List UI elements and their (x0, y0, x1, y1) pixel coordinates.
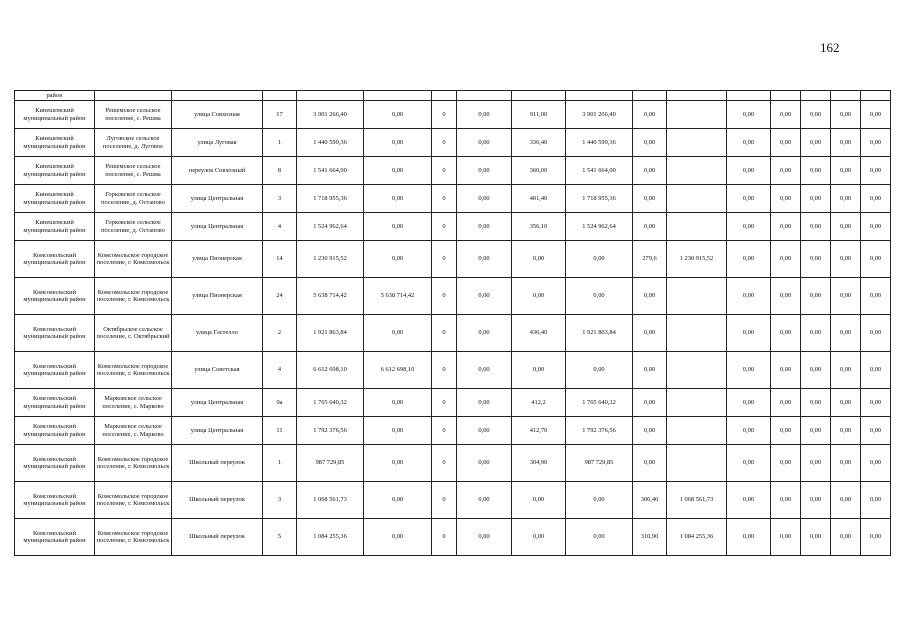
table-cell (667, 185, 727, 213)
table-cell: 1 541 664,00 (297, 157, 364, 185)
table-cell: 3 901 266,40 (566, 101, 633, 129)
table-row-continuation (15, 91, 891, 101)
table-cell: 0 (432, 241, 457, 278)
table-cell: 0 (432, 519, 457, 556)
table-cell: улица Луговая (172, 129, 263, 157)
table-cell: Комсомольский муниципальный район (15, 315, 95, 352)
table-cell: 0,00 (727, 417, 771, 445)
table-cell: 0,00 (364, 417, 432, 445)
table-cell: 1 921 863,84 (297, 315, 364, 352)
table-cell: 1 068 561,73 (667, 482, 727, 519)
table-cell: 1 084 255,36 (297, 519, 364, 556)
table-cell: 0,00 (831, 519, 861, 556)
table-cell: Кинешемский муниципальный район (15, 129, 95, 157)
table-cell: 0 (432, 213, 457, 241)
table-cell: 3 901 266,40 (297, 101, 364, 129)
table-cell: 1 440 599,36 (297, 129, 364, 157)
table-cell: 0 (432, 352, 457, 389)
table-cell: 0,00 (566, 482, 633, 519)
table-cell: 0,00 (861, 482, 891, 519)
table-cell: 0,00 (727, 213, 771, 241)
table-cell (633, 91, 667, 101)
table-cell: улица Советская (172, 352, 263, 389)
table-cell: 0,00 (727, 157, 771, 185)
table-cell: Комсомольский муниципальный район (15, 389, 95, 417)
table-cell: 0,00 (457, 129, 512, 157)
table-cell: 0,00 (364, 213, 432, 241)
table-cell: 0,00 (771, 482, 801, 519)
table-cell: 0 (432, 315, 457, 352)
table-cell: 0,00 (727, 482, 771, 519)
table-cell: 0,00 (633, 278, 667, 315)
table-cell: 0,00 (801, 241, 831, 278)
table-cell: Комсомольский муниципальный район (15, 519, 95, 556)
table-cell (297, 91, 364, 101)
table-cell: 310,90 (633, 519, 667, 556)
table-cell: 0,00 (727, 389, 771, 417)
table-cell: 436,40 (512, 315, 566, 352)
table-cell: 306,40 (633, 482, 667, 519)
table-cell: 0,00 (771, 213, 801, 241)
table-cell: 0,00 (861, 315, 891, 352)
table-cell: Комсомольский муниципальный район (15, 352, 95, 389)
table-row (15, 241, 891, 278)
table-cell: 0 (432, 445, 457, 482)
table-cell (667, 278, 727, 315)
table-row (15, 101, 891, 129)
table-cell: Кинешемский муниципальный район (15, 213, 95, 241)
table-cell: 0,00 (457, 482, 512, 519)
table-cell: 0,00 (457, 185, 512, 213)
table-row (15, 213, 891, 241)
table-cell (172, 91, 263, 101)
table-cell: 0,00 (801, 315, 831, 352)
table-cell: 0 (432, 482, 457, 519)
table-cell: 0 (432, 185, 457, 213)
table-cell: 0,00 (457, 417, 512, 445)
table-cell: Горковское сельское поселение, д. Остапово (95, 213, 172, 241)
table-cell: 0,00 (771, 157, 801, 185)
table-row (15, 157, 891, 185)
table-cell: 0,00 (831, 389, 861, 417)
table-cell: 1 765 640,32 (297, 389, 364, 417)
table-row (15, 315, 891, 352)
table-cell: 0,00 (831, 185, 861, 213)
table-cell: 0,00 (727, 445, 771, 482)
table-cell: 17 (263, 101, 297, 129)
table-cell: 0,00 (831, 101, 861, 129)
table-cell: 1 718 955,36 (566, 185, 633, 213)
table-cell: улица Центральная (172, 213, 263, 241)
table-cell (432, 91, 457, 101)
table-cell: улица Гастелло (172, 315, 263, 352)
table-cell: 0,00 (831, 157, 861, 185)
table-cell: 0,00 (566, 241, 633, 278)
table-cell: 0,00 (801, 185, 831, 213)
table-cell: 0,00 (831, 482, 861, 519)
table-cell: 3 (263, 482, 297, 519)
table-cell (727, 91, 771, 101)
table-cell: Комсомольское городское поселение, г. Комсомольск (95, 482, 172, 519)
table-cell: Решемское сельское поселение, с. Решма (95, 157, 172, 185)
table-cell: 5 638 714,42 (364, 278, 432, 315)
table-cell: Марковское сельское поселение, с. Марково (95, 389, 172, 417)
table-row (15, 389, 891, 417)
table-cell: 1 230 915,52 (667, 241, 727, 278)
table-cell: 0,00 (727, 519, 771, 556)
table-cell: Октябрьское сельское поселение, с. Октябрьский (95, 315, 172, 352)
table-cell: 0,00 (457, 278, 512, 315)
table-cell (667, 129, 727, 157)
table-row (15, 417, 891, 445)
table-cell: 0 (432, 278, 457, 315)
table-cell: улица Пионерская (172, 278, 263, 315)
table-cell: 0,00 (457, 352, 512, 389)
table-cell: 0,00 (457, 241, 512, 278)
table-cell: 0,00 (566, 519, 633, 556)
table-cell: Комсомольское городское поселение, г. Комсомольск (95, 241, 172, 278)
table-cell: 1 (263, 445, 297, 482)
table-cell: Комсомольский муниципальный район (15, 241, 95, 278)
table-cell: 0,00 (364, 482, 432, 519)
table-cell: 0,00 (801, 445, 831, 482)
table-cell: 0,00 (457, 519, 512, 556)
table-cell: 0,00 (633, 157, 667, 185)
table-cell: 360,00 (512, 157, 566, 185)
table-cell (667, 157, 727, 185)
table-cell: Комсомольское городское поселение, г. Комсомольск (95, 352, 172, 389)
table-cell: 0,00 (801, 352, 831, 389)
table-cell: 1 921 863,84 (566, 315, 633, 352)
table-cell: 279,6 (633, 241, 667, 278)
table-cell: 0,00 (727, 185, 771, 213)
table-cell: 0,00 (512, 278, 566, 315)
table-cell: 0,00 (831, 352, 861, 389)
table-cell: 0,00 (801, 482, 831, 519)
table-cell: 0,00 (457, 101, 512, 129)
table-cell: 0,00 (771, 445, 801, 482)
table-cell: 4 (263, 352, 297, 389)
table-cell: 5 (263, 519, 297, 556)
table-cell: 8 (263, 157, 297, 185)
table-cell: 0,00 (831, 417, 861, 445)
table-cell (667, 389, 727, 417)
table-cell: 1 (263, 129, 297, 157)
table-cell: 0,00 (861, 417, 891, 445)
table-cell: 911,00 (512, 101, 566, 129)
table-cell: улица Совхозная (172, 101, 263, 129)
table-cell: 304,90 (512, 445, 566, 482)
table-cell: 24 (263, 278, 297, 315)
table-cell: 0,00 (633, 101, 667, 129)
table-cell: 0,00 (633, 389, 667, 417)
table-cell: Комсомольский муниципальный район (15, 482, 95, 519)
table-cell: 0,00 (633, 417, 667, 445)
table-cell: 0,00 (801, 278, 831, 315)
table-cell: Комсомольское городское поселение, г. Комсомольск (95, 519, 172, 556)
table-cell: 0,00 (771, 352, 801, 389)
page-number: 162 (820, 40, 840, 55)
table-cell: Школьный переулок (172, 482, 263, 519)
table-cell: 0,00 (457, 213, 512, 241)
table-cell (667, 352, 727, 389)
table-cell: 0,00 (364, 389, 432, 417)
table-cell: 0,00 (364, 315, 432, 352)
table-cell (667, 445, 727, 482)
table-cell: 0,00 (801, 213, 831, 241)
table-cell: 0,00 (633, 185, 667, 213)
table-cell (566, 91, 633, 101)
table-cell: Комсомольский муниципальный район (15, 278, 95, 315)
table-cell: 0,00 (771, 389, 801, 417)
table-cell (667, 213, 727, 241)
table-cell (95, 91, 172, 101)
table-cell: улица Центральная (172, 417, 263, 445)
table-cell: 0,00 (633, 129, 667, 157)
table-cell: 0,00 (831, 129, 861, 157)
table-cell: 0,00 (633, 352, 667, 389)
table-cell: 3 (263, 185, 297, 213)
table-cell: Кинешемский муниципальный район (15, 185, 95, 213)
table-cell: 0,00 (861, 185, 891, 213)
table-cell: 0,00 (831, 241, 861, 278)
table-cell: 1 541 664,00 (566, 157, 633, 185)
table-cell: 0 (432, 157, 457, 185)
table-cell: 0,00 (831, 213, 861, 241)
table-cell: 0,00 (801, 519, 831, 556)
table-cell: 0 (432, 417, 457, 445)
table-cell: 0,00 (364, 129, 432, 157)
table-cell: 412,2 (512, 389, 566, 417)
table-cell: 0,00 (727, 129, 771, 157)
table-cell (861, 91, 891, 101)
table-cell (831, 91, 861, 101)
table-cell: 0,00 (831, 445, 861, 482)
table-cell: 0,00 (861, 352, 891, 389)
table-cell: 0,00 (861, 278, 891, 315)
table-cell: 0,00 (727, 352, 771, 389)
table-cell: 0,00 (633, 213, 667, 241)
table-cell: 0,00 (512, 352, 566, 389)
table-cell: улица Пионерская (172, 241, 263, 278)
table-cell: 0,00 (771, 315, 801, 352)
table-cell: 412,70 (512, 417, 566, 445)
table-cell: 0,00 (512, 241, 566, 278)
table-cell: 0,00 (364, 519, 432, 556)
table-cell (667, 315, 727, 352)
table-cell: 0,00 (771, 241, 801, 278)
table-cell: 0,00 (727, 278, 771, 315)
table-cell: 0 (432, 389, 457, 417)
table-cell: Кинешемский муниципальный район (15, 157, 95, 185)
table-cell: 0,00 (727, 101, 771, 129)
table-cell: 0,00 (566, 352, 633, 389)
table-cell: Кинешемский муниципальный район (15, 101, 95, 129)
table-cell: 0,00 (861, 389, 891, 417)
table-cell: 0,00 (861, 241, 891, 278)
table-cell: Школьный переулок (172, 445, 263, 482)
table-cell: 356,10 (512, 213, 566, 241)
table-cell: 0,00 (801, 417, 831, 445)
table-row (15, 185, 891, 213)
table-cell: Комсомольский муниципальный район (15, 445, 95, 482)
table-cell: 0,00 (512, 519, 566, 556)
table-cell: 1 068 561,73 (297, 482, 364, 519)
table-cell: 5 638 714,42 (297, 278, 364, 315)
table-cell: 0,00 (861, 519, 891, 556)
table-cell (263, 91, 297, 101)
table-cell: 0,00 (801, 157, 831, 185)
table-cell: 0,00 (861, 445, 891, 482)
table-cell: Луговское сельское поселение, д. Луговое (95, 129, 172, 157)
housing-registry-table (14, 90, 891, 556)
table-row (15, 352, 891, 389)
table-cell: улица Центральная (172, 185, 263, 213)
table-cell: 6 612 698,10 (364, 352, 432, 389)
table-cell: 0,00 (364, 241, 432, 278)
table-cell (364, 91, 432, 101)
table-cell (512, 91, 566, 101)
table-cell: 0,00 (512, 482, 566, 519)
table-cell (457, 91, 512, 101)
table-cell: 0,00 (364, 101, 432, 129)
table-cell: 0,00 (457, 445, 512, 482)
table-cell (667, 101, 727, 129)
table-cell: 0,00 (457, 389, 512, 417)
table-cell: 0,00 (364, 445, 432, 482)
table-cell: 0,00 (566, 278, 633, 315)
table-cell: 0,00 (771, 278, 801, 315)
table-cell: 1 524 962,64 (566, 213, 633, 241)
table-cell: 1 718 955,36 (297, 185, 364, 213)
table-cell: 0,00 (457, 157, 512, 185)
table-cell: 0,00 (771, 101, 801, 129)
table-cell: район (15, 91, 95, 101)
table-cell: улица Центральная (172, 389, 263, 417)
table-row (15, 519, 891, 556)
table-cell (771, 91, 801, 101)
table-cell: 0,00 (861, 101, 891, 129)
table-cell: 0,00 (727, 315, 771, 352)
table-cell: Комсомольское городское поселение, г. Комсомольск (95, 445, 172, 482)
table-cell: 0,00 (771, 417, 801, 445)
table-cell: 401,40 (512, 185, 566, 213)
table-cell: 1 440 599,36 (566, 129, 633, 157)
table-cell: 0,00 (771, 519, 801, 556)
table-cell: 0,00 (831, 315, 861, 352)
table-cell: 0,00 (364, 185, 432, 213)
table-cell: 14 (263, 241, 297, 278)
table-cell: 1 765 640,32 (566, 389, 633, 417)
table-cell: Комсомольское городское поселение, г. Комсомольск (95, 278, 172, 315)
table-cell: 9а (263, 389, 297, 417)
table-cell: 0,00 (861, 157, 891, 185)
table-cell: Решемское сельское поселение, с. Решма (95, 101, 172, 129)
table-cell: 6 612 698,10 (297, 352, 364, 389)
table-row (15, 445, 891, 482)
table-cell: 4 (263, 213, 297, 241)
table-cell: 0,00 (771, 129, 801, 157)
table-cell: 0,00 (801, 101, 831, 129)
table-cell: 1 792 376,56 (566, 417, 633, 445)
table-cell: Марковское сельское поселение, с. Марково (95, 417, 172, 445)
table-cell: 0,00 (364, 157, 432, 185)
table-cell: 0,00 (633, 315, 667, 352)
table-cell: 0,00 (861, 129, 891, 157)
table-cell: 1 230 915,52 (297, 241, 364, 278)
table-cell: 0,00 (771, 185, 801, 213)
table-cell: 1 524 962,64 (297, 213, 364, 241)
table-row (15, 129, 891, 157)
table-cell: 0 (432, 101, 457, 129)
table-row (15, 482, 891, 519)
table-cell: 1 084 255,36 (667, 519, 727, 556)
table-cell: Школьный переулок (172, 519, 263, 556)
table-cell: 0,00 (831, 278, 861, 315)
table-cell (667, 417, 727, 445)
table-cell: Горковское сельское поселение, д. Остапово (95, 185, 172, 213)
table-cell: 336,40 (512, 129, 566, 157)
table-cell: 987 729,85 (297, 445, 364, 482)
table-cell: переулок Совхозный (172, 157, 263, 185)
table-cell: 0,00 (727, 241, 771, 278)
table-cell: 0,00 (861, 213, 891, 241)
table-cell: 0 (432, 129, 457, 157)
table-cell (801, 91, 831, 101)
table-cell: 0,00 (801, 129, 831, 157)
table-row (15, 278, 891, 315)
table-cell (667, 91, 727, 101)
table-cell: 1 792 376,56 (297, 417, 364, 445)
table-cell: 0,00 (801, 389, 831, 417)
table-cell: 11 (263, 417, 297, 445)
table-cell: 987 729,85 (566, 445, 633, 482)
table-cell: Комсомольский муниципальный район (15, 417, 95, 445)
table-cell: 0,00 (457, 315, 512, 352)
table-cell: 0,00 (633, 445, 667, 482)
table-cell: 2 (263, 315, 297, 352)
